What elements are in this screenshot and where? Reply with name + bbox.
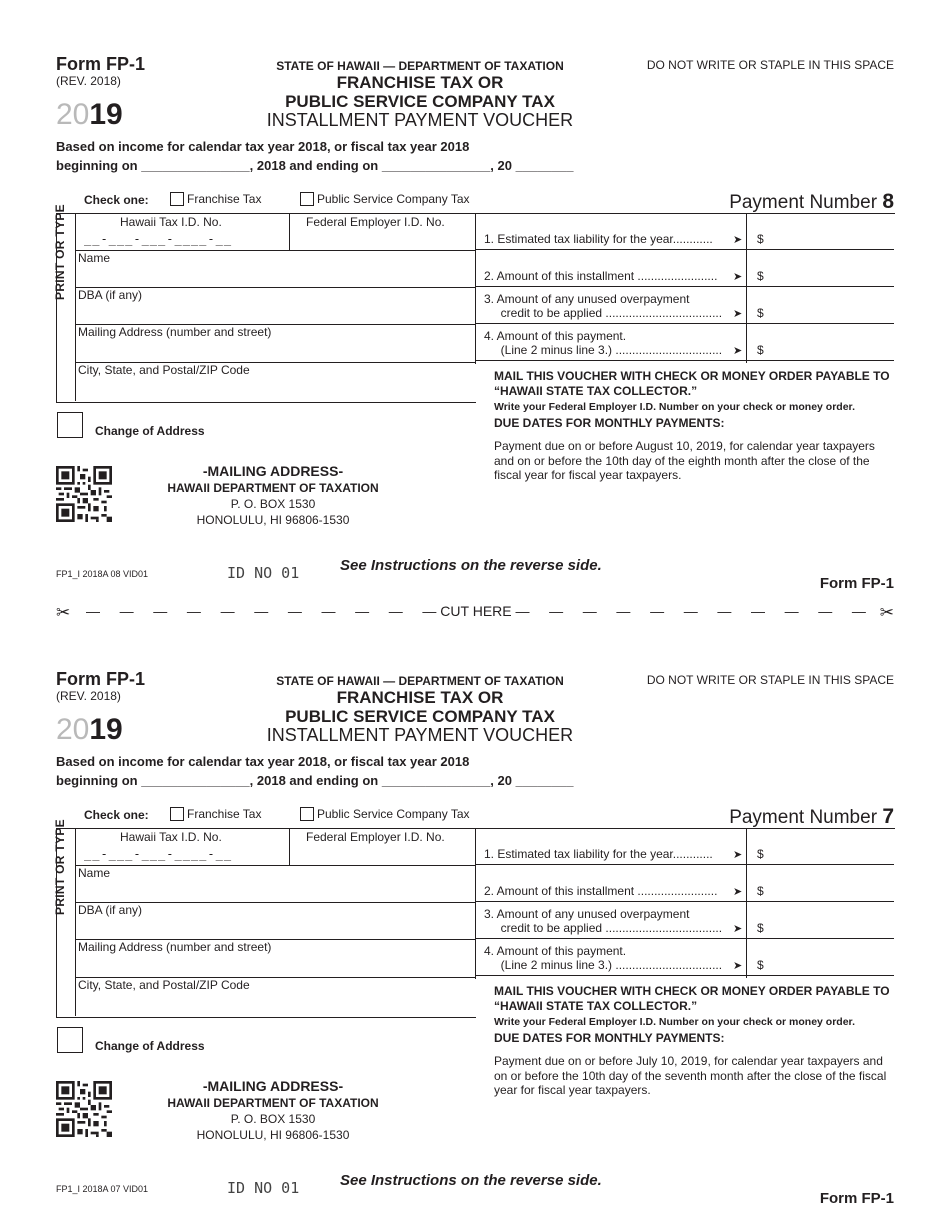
form-name: Form FP-1	[56, 54, 146, 74]
voucher-payment-8	[0, 0, 950, 600]
line-4-payment[interactable]	[475, 324, 894, 361]
name-field[interactable]	[75, 865, 475, 902]
mailing-address-dept: HAWAII DEPARTMENT OF TAXATION	[167, 481, 379, 495]
arrow-icon: ➤	[733, 345, 743, 357]
mail-instructions: MAIL THIS VOUCHER WITH CHECK OR MONEY ORDER PAYABLE TO “HAWAII STATE TAX COLLECTOR.”	[494, 369, 890, 398]
due-dates-heading: DUE DATES FOR MONTHLY PAYMENTS:	[494, 416, 725, 430]
header-department: STATE OF HAWAII — DEPARTMENT OF TAXATION	[276, 59, 564, 73]
year-prefix: 20	[56, 98, 90, 131]
scissors-icon: ✂	[56, 603, 71, 622]
see-instructions-note: See Instructions on the reverse side.	[340, 557, 602, 574]
line-4-dollar: $	[757, 958, 764, 972]
line-3-dollar: $	[757, 306, 764, 320]
header-title-1: FRANCHISE TAX OR	[336, 73, 504, 92]
line-3-label-a: 3. Amount of any unused overpayment	[484, 907, 690, 921]
line-1-label: 1. Estimated tax liability for the year............	[484, 847, 713, 861]
footer-form-name: Form FP-1	[819, 1190, 894, 1207]
due-dates-text: Payment due on or before August 10, 2019, for calendar year taxpayers and on or before the 10th day of the eighth month after the close of the fiscal year for fiscal year taxpayers.	[494, 439, 875, 482]
line-2-installment[interactable]	[475, 250, 894, 287]
form-revision: (REV. 2018)	[56, 689, 121, 703]
psc-tax-checkbox[interactable]	[300, 807, 314, 821]
line-3-label-b: credit to be applied ...................................	[484, 921, 723, 935]
city-state-zip-field[interactable]	[75, 362, 475, 399]
print-or-type-label: PRINT OR TYPE	[53, 204, 67, 300]
arrow-icon: ➤	[733, 886, 743, 898]
hawaii-tax-id-label: Hawaii Tax I.D. No.	[120, 215, 222, 229]
line-1-estimated-tax[interactable]	[475, 828, 894, 865]
payment-number	[729, 190, 894, 214]
mailing-address-dept: HAWAII DEPARTMENT OF TAXATION	[167, 1096, 379, 1110]
name-label: Name	[78, 251, 111, 265]
form-name: Form FP-1	[56, 669, 146, 689]
mailing-address-heading: -MAILING ADDRESS-	[202, 463, 344, 479]
cut-here-label: — CUT HERE —	[422, 603, 530, 619]
fein-note: Write your Federal Employer I.D. Number on your check or money order.	[494, 401, 855, 413]
scissors-icon: ✂	[879, 603, 894, 622]
line-2-label: 2. Amount of this installment ........................	[484, 269, 718, 283]
franchise-tax-label: Franchise Tax	[187, 807, 262, 821]
line-4-label-b: (Line 2 minus line 3.) ................................	[484, 958, 723, 972]
fein-label: Federal Employer I.D. No.	[306, 215, 445, 229]
franchise-tax-option[interactable]	[170, 192, 261, 206]
line-4-label	[484, 329, 722, 357]
header-title-3: INSTALLMENT PAYMENT VOUCHER	[266, 725, 574, 745]
year-suffix: 19	[89, 713, 123, 746]
header-title-3: INSTALLMENT PAYMENT VOUCHER	[266, 110, 574, 130]
header-department: STATE OF HAWAII — DEPARTMENT OF TAXATION	[276, 674, 564, 688]
arrow-icon: ➤	[733, 923, 743, 935]
print-or-type-label: PRINT OR TYPE	[53, 819, 67, 915]
line-3-label-b: credit to be applied ...................................	[484, 306, 723, 320]
psc-tax-option[interactable]	[300, 192, 470, 206]
id-divider	[289, 213, 290, 250]
voucher-payment-7	[0, 615, 950, 1215]
change-of-address-label: Change of Address	[95, 1039, 205, 1053]
tax-year-basis-line2[interactable]: beginning on _______________, 2018 and ending on _______________, 20 ________	[56, 158, 574, 173]
qr-code-icon	[56, 466, 112, 522]
mailing-address-city: HONOLULU, HI 96806-1530	[196, 1128, 350, 1142]
hawaii-tax-id-label: Hawaii Tax I.D. No.	[120, 830, 222, 844]
check-one-label: Check one:	[84, 193, 149, 207]
mailing-address-label: Mailing Address (number and street)	[78, 325, 272, 339]
payment-number	[729, 805, 894, 829]
form-revision: (REV. 2018)	[56, 74, 121, 88]
dba-label: DBA (if any)	[78, 288, 143, 302]
arrow-icon: ➤	[733, 960, 743, 972]
line-3-label	[484, 292, 722, 320]
hawaii-tax-id-field[interactable]: __-___-___-____-__	[84, 232, 233, 246]
fein-note: Write your Federal Employer I.D. Number on your check or money order.	[494, 1016, 855, 1028]
arrow-icon: ➤	[733, 234, 743, 246]
dba-label: DBA (if any)	[78, 903, 143, 917]
dba-field[interactable]	[75, 287, 475, 324]
change-of-address-checkbox[interactable]	[57, 412, 83, 438]
form-code: FP1_I 2018A 07 VID01	[56, 1184, 149, 1194]
due-dates-heading: DUE DATES FOR MONTHLY PAYMENTS:	[494, 1031, 725, 1045]
city-state-zip-label: City, State, and Postal/ZIP Code	[78, 363, 250, 377]
year-prefix: 20	[56, 713, 90, 746]
franchise-tax-option[interactable]	[170, 807, 261, 821]
tax-year-basis-line2[interactable]: beginning on _______________, 2018 and ending on _______________, 20 ________	[56, 773, 574, 788]
payment-number-label: Payment Number	[729, 807, 878, 828]
line-1-estimated-tax[interactable]	[475, 213, 894, 250]
header-title-2: PUBLIC SERVICE COMPANY TAX	[285, 92, 555, 111]
name-field[interactable]	[75, 250, 475, 287]
payment-number-label: Payment Number	[729, 192, 878, 213]
arrow-icon: ➤	[733, 849, 743, 861]
line-3-overpayment[interactable]	[475, 902, 894, 939]
franchise-tax-label: Franchise Tax	[187, 192, 262, 206]
mailing-address-heading: -MAILING ADDRESS-	[202, 1078, 344, 1094]
psc-tax-label: Public Service Company Tax	[317, 192, 470, 206]
do-not-write-notice: DO NOT WRITE OR STAPLE IN THIS SPACE	[646, 673, 894, 687]
line-2-installment[interactable]	[475, 865, 894, 902]
name-label: Name	[78, 866, 111, 880]
psc-tax-checkbox[interactable]	[300, 192, 314, 206]
mailing-address-label: Mailing Address (number and street)	[78, 940, 272, 954]
line-3-dollar: $	[757, 921, 764, 935]
line-4-payment[interactable]	[475, 939, 894, 976]
line-1-dollar: $	[757, 847, 764, 861]
id-divider	[289, 828, 290, 865]
header-title-1: FRANCHISE TAX OR	[336, 688, 504, 707]
line-4-label-b: (Line 2 minus line 3.) ................................	[484, 343, 723, 357]
mailing-address-po-box: P. O. BOX 1530	[230, 1112, 316, 1126]
city-state-zip-label: City, State, and Postal/ZIP Code	[78, 978, 250, 992]
line-4-label-a: 4. Amount of this payment.	[484, 329, 627, 343]
payment-number-value: 8	[882, 190, 894, 213]
form-year	[56, 98, 123, 132]
line-1-label: 1. Estimated tax liability for the year............	[484, 232, 713, 246]
see-instructions-note: See Instructions on the reverse side.	[340, 1172, 602, 1189]
due-dates-text: Payment due on or before July 10, 2019, for calendar year taxpayers and on or before the 10th day of the seventh month after the close of the fiscal year for fiscal year taxpayers.	[494, 1054, 887, 1097]
footer-form-name: Form FP-1	[819, 575, 894, 592]
arrow-icon: ➤	[733, 271, 743, 283]
line-4-label	[484, 944, 722, 972]
psc-tax-option[interactable]	[300, 807, 470, 821]
form-year	[56, 713, 123, 747]
check-one-label: Check one:	[84, 808, 149, 822]
dba-field[interactable]	[75, 902, 475, 939]
line-3-overpayment[interactable]	[475, 287, 894, 324]
do-not-write-notice: DO NOT WRITE OR STAPLE IN THIS SPACE	[646, 58, 894, 72]
form-code: FP1_I 2018A 08 VID01	[56, 569, 149, 579]
line-4-dollar: $	[757, 343, 764, 357]
tax-year-basis-line1: Based on income for calendar tax year 2018, or fiscal tax year 2018	[56, 139, 470, 154]
franchise-tax-checkbox[interactable]	[170, 192, 184, 206]
tax-year-basis	[56, 137, 573, 175]
fein-label: Federal Employer I.D. No.	[306, 830, 445, 844]
change-of-address-label: Change of Address	[95, 424, 205, 438]
mail-instructions: MAIL THIS VOUCHER WITH CHECK OR MONEY ORDER PAYABLE TO “HAWAII STATE TAX COLLECTOR.”	[494, 984, 890, 1013]
line-1-dollar: $	[757, 232, 764, 246]
qr-code-icon	[56, 1081, 112, 1137]
change-of-address-checkbox[interactable]	[57, 1027, 83, 1053]
payment-number-value: 7	[882, 805, 894, 828]
mailing-address-field[interactable]	[75, 939, 475, 976]
city-state-zip-field[interactable]	[75, 977, 475, 1014]
line-2-label: 2. Amount of this installment ........................	[484, 884, 718, 898]
hawaii-tax-id-field[interactable]: __-___-___-____-__	[84, 847, 233, 861]
line-3-label-a: 3. Amount of any unused overpayment	[484, 292, 690, 306]
mailing-address-po-box: P. O. BOX 1530	[230, 497, 316, 511]
line-2-dollar: $	[757, 269, 764, 283]
franchise-tax-checkbox[interactable]	[170, 807, 184, 821]
cut-dashes: — — — — — — — — — — — CUT HERE — — — — — — — — — — —	[86, 603, 866, 619]
psc-tax-label: Public Service Company Tax	[317, 807, 470, 821]
line-4-label-a: 4. Amount of this payment.	[484, 944, 627, 958]
id-number: ID NO 01	[227, 564, 300, 582]
header-title-2: PUBLIC SERVICE COMPANY TAX	[285, 707, 555, 726]
id-number: ID NO 01	[227, 1179, 300, 1197]
mailing-address-city: HONOLULU, HI 96806-1530	[196, 513, 350, 527]
year-suffix: 19	[89, 98, 123, 131]
arrow-icon: ➤	[733, 308, 743, 320]
tax-year-basis	[56, 752, 573, 790]
tax-year-basis-line1: Based on income for calendar tax year 2018, or fiscal tax year 2018	[56, 754, 470, 769]
line-2-dollar: $	[757, 884, 764, 898]
line-3-label	[484, 907, 722, 935]
mailing-address-field[interactable]	[75, 324, 475, 361]
